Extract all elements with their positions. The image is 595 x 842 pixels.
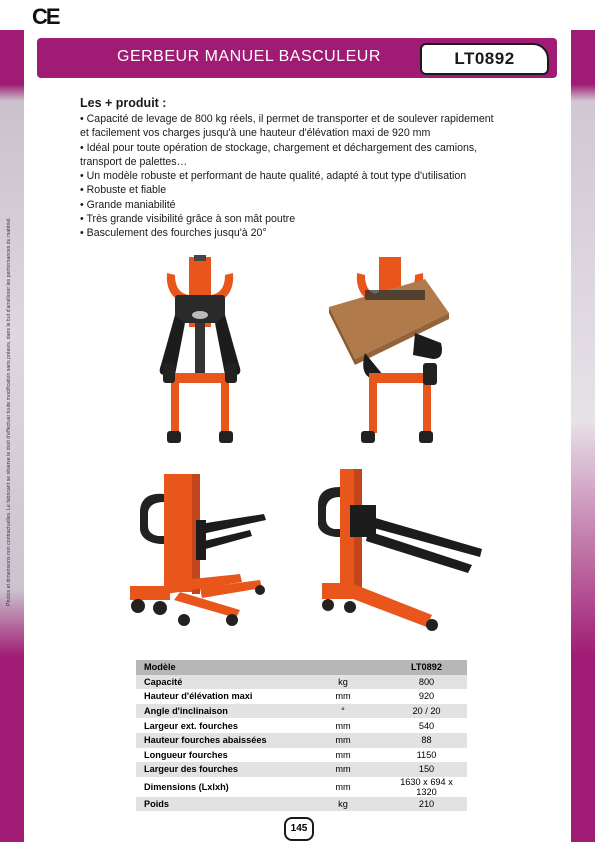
stacker-three-quarter-view-icon bbox=[318, 469, 482, 631]
right-decorative-band bbox=[571, 0, 595, 842]
table-row bbox=[136, 675, 467, 690]
row-value: 1630 x 694 x 1320 bbox=[400, 776, 453, 797]
table-row bbox=[136, 797, 467, 812]
row-value: 1150 bbox=[416, 749, 437, 760]
stacker-with-crate-photo bbox=[325, 255, 450, 450]
header-banner bbox=[37, 38, 557, 78]
row-value: 800 bbox=[386, 675, 467, 690]
row-label: Poids bbox=[136, 797, 300, 812]
row-value: 88 bbox=[386, 733, 467, 748]
table-row bbox=[136, 718, 467, 733]
disclaimer-note: Photos et dimensions non contractuelles. Le fabricant se réserve le droit d'effectuer toute modification sans préavis, dans le but d'améliorer les performances du matériel. bbox=[6, 217, 12, 606]
feature-line: • Capacité de levage de 800 kg réels, il permet de transporter et de soulever rapidement bbox=[80, 113, 494, 125]
row-label: Hauteur d'élévation maxi bbox=[144, 691, 253, 702]
table-row bbox=[136, 733, 467, 748]
row-label: Capacité bbox=[136, 675, 300, 690]
feature-line: • Un modèle robuste et performant de haute qualité, adapté à tout type d'utilisation bbox=[80, 170, 467, 183]
reference-badge bbox=[420, 43, 549, 75]
stacker-with-crate-icon bbox=[329, 257, 449, 443]
row-label: Largeur ext. fourches bbox=[144, 720, 238, 731]
header-label: Modèle bbox=[136, 660, 300, 675]
specifications-table bbox=[136, 660, 467, 811]
stacker-side-view-icon bbox=[130, 474, 266, 626]
row-value: 210 bbox=[386, 797, 467, 812]
features-title: Les + produit : bbox=[80, 96, 167, 110]
features-section bbox=[80, 96, 540, 241]
reference-code: LT0892 bbox=[454, 49, 515, 68]
row-value: 20 / 20 bbox=[386, 704, 467, 719]
table-row bbox=[136, 777, 467, 797]
row-label: Hauteur fourches abaissées bbox=[136, 733, 300, 748]
row-value: 540 bbox=[418, 720, 435, 731]
row-unit: mm bbox=[335, 691, 351, 702]
row-value: 920 bbox=[418, 691, 435, 702]
row-unit: mm bbox=[300, 762, 386, 777]
stacker-front-view-photo bbox=[145, 255, 255, 450]
product-title: GERBEUR MANUEL BASCULEUR bbox=[117, 48, 381, 65]
ce-mark: CE bbox=[32, 4, 59, 29]
table-row bbox=[136, 689, 467, 704]
row-unit: kg bbox=[300, 675, 386, 690]
feature-line: transport de palettes… bbox=[80, 155, 188, 168]
stacker-front-view-icon bbox=[160, 255, 241, 443]
header-value: LT0892 bbox=[386, 660, 467, 675]
row-value: 150 bbox=[386, 762, 467, 777]
row-label: Longueur fourches bbox=[144, 749, 228, 760]
left-decorative-band bbox=[0, 0, 24, 842]
feature-line: • Très grande visibilité grâce à son mât poutre bbox=[80, 213, 296, 226]
row-unit: ° bbox=[300, 704, 386, 719]
row-unit: mm bbox=[335, 781, 351, 792]
row-label: Largeur des fourches bbox=[136, 762, 300, 777]
top-margin bbox=[0, 0, 595, 30]
feature-line: et facilement vos charges jusqu'à une hauteur d'élévation maxi de 920 mm bbox=[80, 127, 431, 140]
page-number: 145 bbox=[284, 817, 314, 841]
table-row bbox=[136, 704, 467, 719]
table-header-row bbox=[136, 660, 467, 675]
stacker-three-quarter-view-photo bbox=[312, 465, 487, 640]
stacker-side-view-photo bbox=[120, 470, 270, 640]
feature-line: • Robuste et fiable bbox=[80, 184, 167, 197]
header-unit bbox=[300, 660, 386, 675]
row-unit: kg bbox=[300, 797, 386, 812]
row-unit: mm bbox=[335, 720, 351, 731]
table-row bbox=[136, 748, 467, 763]
row-unit: mm bbox=[335, 749, 351, 760]
row-label: Dimensions (Lxlxh) bbox=[144, 781, 229, 792]
feature-line: • Idéal pour toute opération de stockage, chargement et déchargement des camions, bbox=[80, 141, 478, 154]
feature-line: • Grande maniabilité bbox=[80, 198, 176, 211]
row-unit: mm bbox=[300, 733, 386, 748]
features-list bbox=[80, 112, 540, 241]
table-row bbox=[136, 762, 467, 777]
feature-line: • Basculement des fourches jusqu'à 20° bbox=[80, 227, 267, 240]
row-label: Angle d'inclinaison bbox=[136, 704, 300, 719]
